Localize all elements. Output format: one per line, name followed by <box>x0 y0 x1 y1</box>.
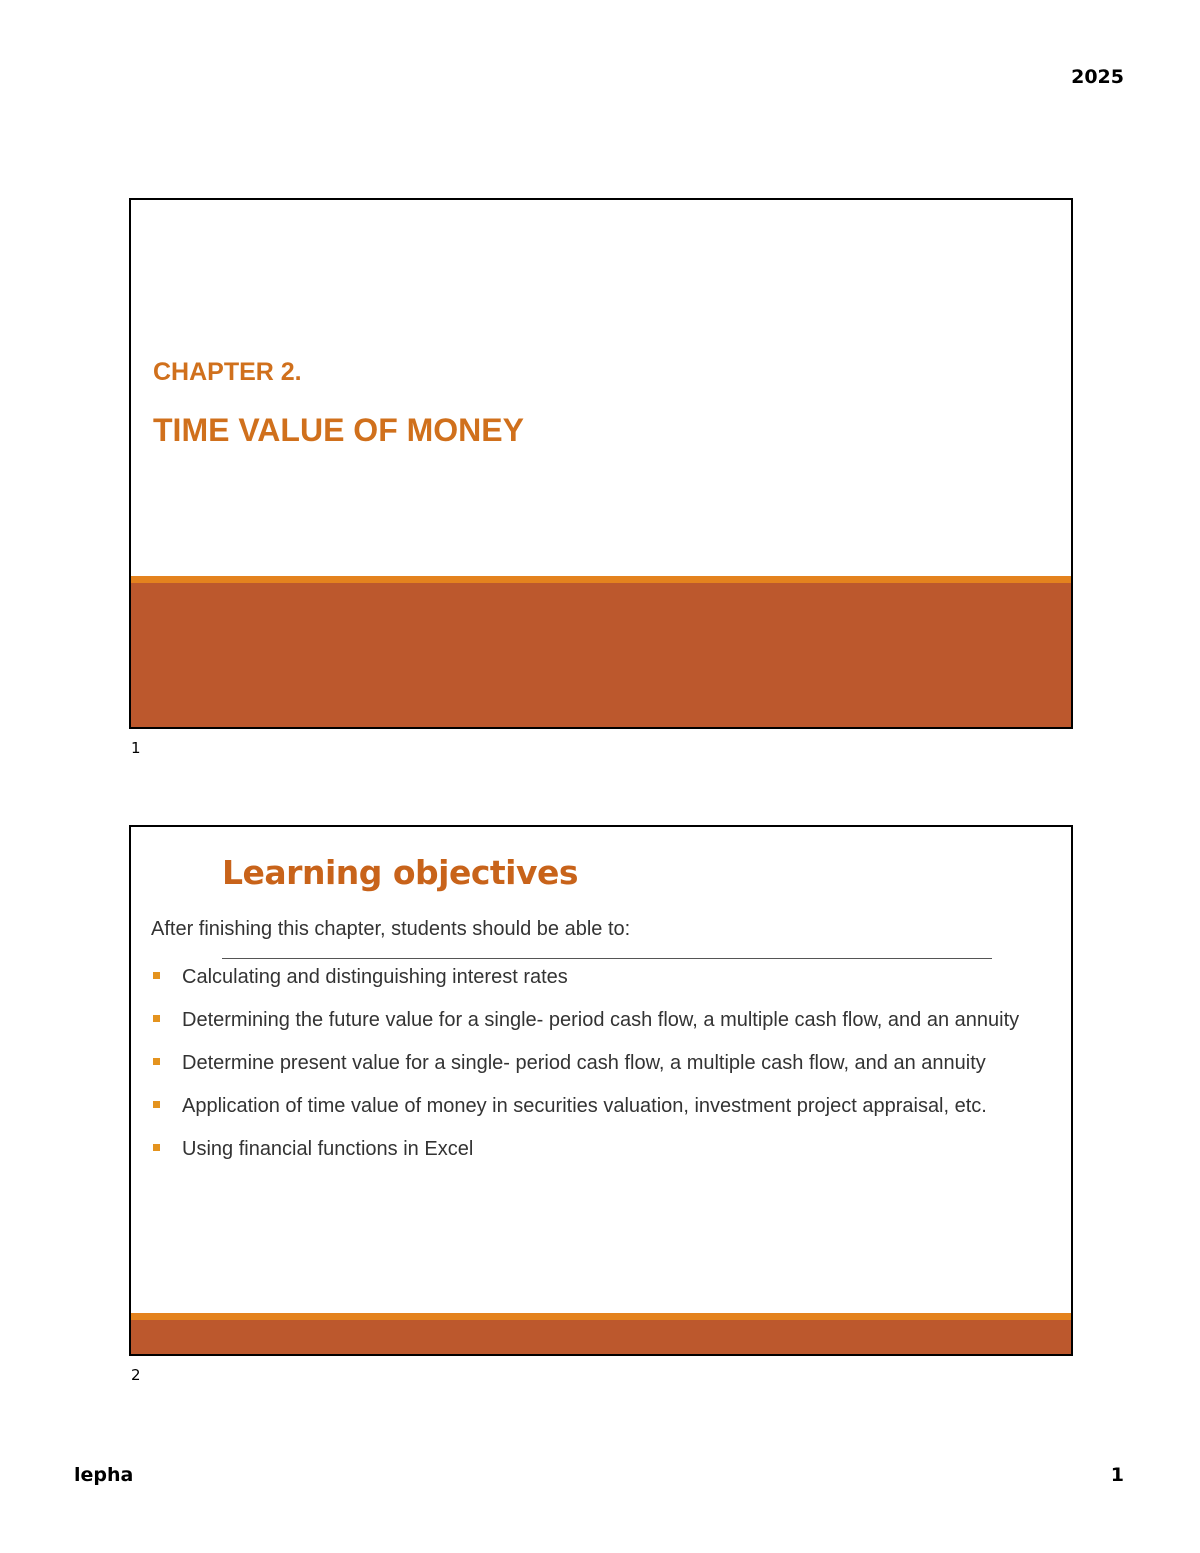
slide-1 <box>129 198 1073 729</box>
accent-stripe <box>131 576 1071 583</box>
square-bullet-icon <box>153 1144 160 1151</box>
slide-number-2: 2 <box>131 1366 141 1384</box>
list-item-text: Determining the future value for a single- period cash flow, a multiple cash flow, and an annuity <box>182 1009 1020 1031</box>
square-bullet-icon <box>153 1101 160 1108</box>
chapter-title: TIME VALUE OF MONEY <box>153 412 524 448</box>
list-item-text: Calculating and distinguishing interest rates <box>182 966 568 988</box>
square-bullet-icon <box>153 972 160 979</box>
subtitle-band <box>131 583 1071 727</box>
square-bullet-icon <box>153 1058 160 1065</box>
footer-author: lepha <box>74 1464 134 1486</box>
footer-page-number: 1 <box>1110 1464 1124 1486</box>
slide-heading: Learning objectives <box>222 853 579 892</box>
list-item-text: Application of time value of money in securities valuation, investment project appraisal, etc. <box>182 1095 987 1117</box>
objectives-list <box>151 956 1059 1171</box>
list-item <box>151 999 1059 1042</box>
list-item-text: Determine present value for a single- period cash flow, a multiple cash flow, and an annuity <box>182 1052 986 1074</box>
slide-2 <box>129 825 1073 1356</box>
list-item <box>151 956 1059 999</box>
intro-text: After finishing this chapter, students should be able to: <box>151 918 631 940</box>
list-item-text: Using financial functions in Excel <box>182 1138 474 1160</box>
square-bullet-icon <box>153 1015 160 1022</box>
chapter-label: CHAPTER 2. <box>153 358 302 386</box>
accent-stripe <box>131 1313 1071 1320</box>
list-item <box>151 1042 1059 1085</box>
footer-band <box>131 1320 1071 1354</box>
slide-number-1: 1 <box>131 739 141 757</box>
list-item <box>151 1128 1059 1171</box>
header-year: 2025 <box>1071 66 1124 88</box>
list-item <box>151 1085 1059 1128</box>
